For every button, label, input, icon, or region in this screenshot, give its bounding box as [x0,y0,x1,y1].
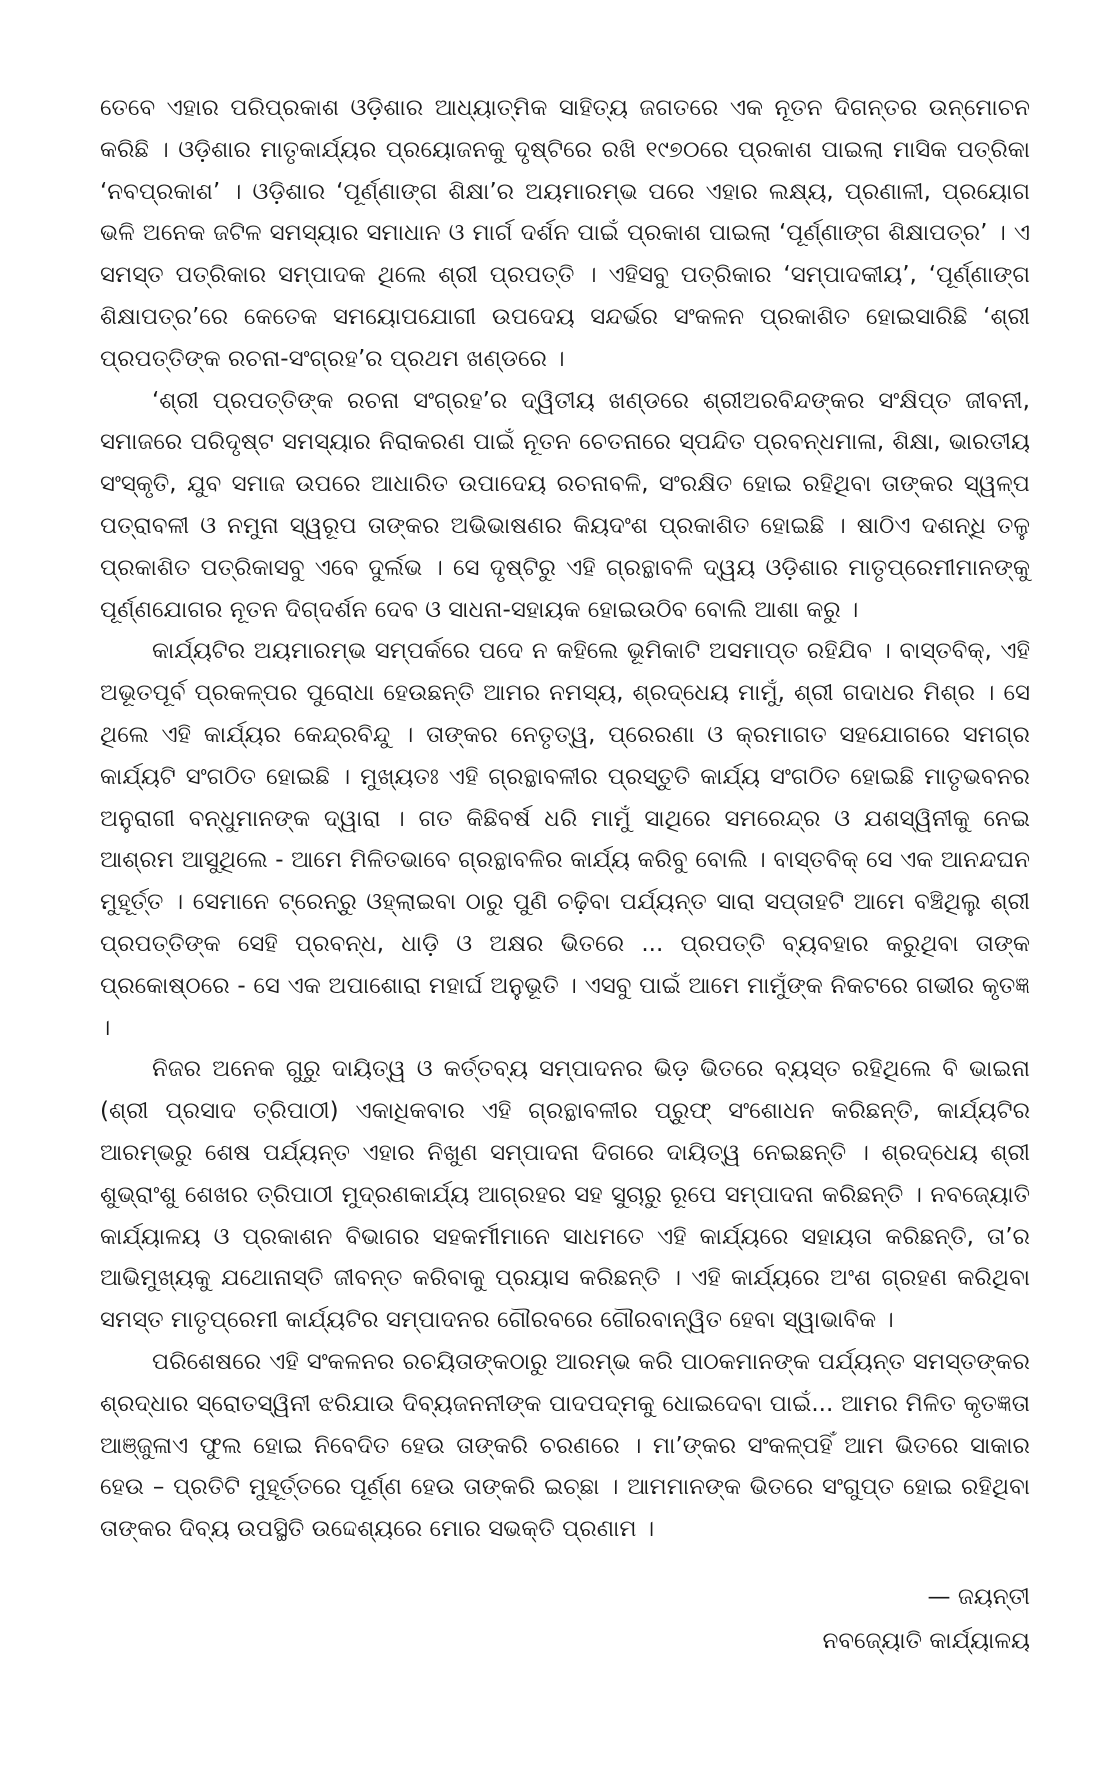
signature-block [100,1575,1030,1663]
paragraph-1: ତେବେ ଏହାର ପରିପ୍ରକାଶ ଓଡ଼ିଶାର ଆଧ୍ୟାତ୍ମିକ ସାହିତ୍ୟ ଜଗତରେ ଏକ ନୂତନ ଦିଗନ୍ତର ଉନ୍ମୋଚନ କରିଛି । ଓଡ଼ିଶାର ମାତୃକାର୍ଯ୍ୟର ପ୍ରୟୋଜନକୁ ଦୃଷ୍ଟିରେ ରଖି ୧୯୭୦ରେ ପ୍ରକାଶ ପାଇଲା ମାସିକ ପତ୍ରିକା ‘ନବପ୍ରକାଶ’ । ଓଡ଼ିଶାର ‘ପୂର୍ଣ୍ଣାଙ୍ଗ ଶିକ୍ଷା’ର ଅୟମାରମ୍ଭ ପରେ ଏହାର ଲକ୍ଷ୍ୟ, ପ୍ରଣାଳୀ, ପ୍ରୟୋଗ ଭଳି ଅନେକ ଜଟିଳ ସମସ୍ୟାର ସମାଧାନ ଓ ମାର୍ଗ ଦର୍ଶନ ପାଇଁ ପ୍ରକାଶ ପାଇଲା ‘ପୂର୍ଣ୍ଣାଙ୍ଗ ଶିକ୍ଷାପତ୍ର’ । ଏ ସମସ୍ତ ପତ୍ରିକାର ସମ୍ପାଦକ ଥିଲେ ଶ୍ରୀ ପ୍ରପତ୍ତି । ଏହିସବୁ ପତ୍ରିକାର ‘ସମ୍ପାଦକୀୟ’, ‘ପୂର୍ଣ୍ଣାଙ୍ଗ ଶିକ୍ଷାପତ୍ର’ରେ କେତେକ ସମୟୋପଯୋଗୀ ଉପଦେୟ ସନ୍ଦର୍ଭର ସଂକଳନ ପ୍ରକାଶିତ ହୋଇସାରିଛି ‘ଶ୍ରୀ ପ୍ରପତ୍ତିଙ୍କ ରଚନା-ସଂଗ୍ରହ’ର ପ୍ରଥମ ଖଣ୍ଡରେ । [100,95,1030,372]
signature-author: — ଜୟନ୍ତୀ [927,1583,1030,1610]
signature-office: ନବଜ୍ୟୋତି କାର୍ଯ୍ୟାଳୟ [822,1627,1030,1654]
paragraph-5: ପରିଶେଷରେ ଏହି ସଂକଳନର ରଚୟିତାଙ୍କଠାରୁ ଆରମ୍ଭ କରି ପାଠକମାନଙ୍କ ପର୍ଯ୍ୟନ୍ତ ସମସ୍ତଙ୍କର ଶ୍ରଦ୍ଧାର ସ୍ରୋତସ୍ୱିନୀ ଝରିଯାଉ ଦିବ୍ୟଜନନୀଙ୍କ ପାଦପଦ୍ମକୁ ଧୋଇଦେବା ପାଇଁ... ଆମର ମିଳିତ କୃତଜ୍ଞତା ଆଞ୍ଜୁଳାଏ ଫୁଲ ହୋଇ ନିବେଦିତ ହେଉ ତାଙ୍କରି ଚରଣରେ । ମା’ଙ୍କର ସଂକଳ୍ପହିଁ ଆମ ଭିତରେ ସାକାର ହେଉ – ପ୍ରତିଟି ମୁହୂର୍ତ୍ତରେ ପୂର୍ଣ୍ଣ ହେଉ ତାଙ୍କରି ଇଚ୍ଛା । ଆମମାନଙ୍କ ଭିତରେ ସଂଗୁପ୍ତ ହୋଇ ରହିଥିବା ତାଙ୍କର ଦିବ୍ୟ ଉପସ୍ଥିତି ଉଦ୍ଦେଶ୍ୟରେ ମୋର ସଭକ୍ତି ପ୍ରଣାମ । [100,1348,1030,1543]
paragraph-4: ନିଜର ଅନେକ ଗୁରୁ ଦାୟିତ୍ୱ ଓ କର୍ତ୍ତବ୍ୟ ସମ୍ପାଦନର ଭିଡ଼ ଭିତରେ ବ୍ୟସ୍ତ ରହିଥିଲେ ବି ଭାଇନା (ଶ୍ରୀ ପ୍ରସାଦ ତ୍ରିପାଠୀ) ଏକାଧିକବାର ଏହି ଗ୍ରନ୍ଥାବଳୀର ପ୍ରୁଫ୍ ସଂଶୋଧନ କରିଛନ୍ତି, କାର୍ଯ୍ୟଟିର ଆରମ୍ଭରୁ ଶେଷ ପର୍ଯ୍ୟନ୍ତ ଏହାର ନିଖୁଣ ସମ୍ପାଦନା ଦିଗରେ ଦାୟିତ୍ୱ ନେଇଛନ୍ତି । ଶ୍ରଦ୍ଧେୟ ଶ୍ରୀ ଶୁଭ୍ରାଂଶୁ ଶେଖର ତ୍ରିପାଠୀ ମୁଦ୍ରଣକାର୍ଯ୍ୟ ଆଗ୍ରହର ସହ ସୁଚାରୁ ରୂପେ ସମ୍ପାଦନା କରିଛନ୍ତି । ନବଜ୍ୟୋତି କାର୍ଯ୍ୟାଳୟ ଓ ପ୍ରକାଶନ ବିଭାଗର ସହକର୍ମୀମାନେ ସାଧମତେ ଏହି କାର୍ଯ୍ୟରେ ସହାୟତା କରିଛନ୍ତି, ତା’ର ଆଭିମୁଖ୍ୟକୁ ଯଥୋନାସ୍ତି ଜୀବନ୍ତ କରିବାକୁ ପ୍ରୟାସ କରିଛନ୍ତି । ଏହି କାର୍ଯ୍ୟରେ ଅଂଶ ଗ୍ରହଣ କରିଥିବା ସମସ୍ତ ମାତୃପ୍ରେମୀ କାର୍ଯ୍ୟଟିର ସମ୍ପାଦନର ଗୌରବରେ ଗୌରବାନ୍ୱିତ ହେବା ସ୍ୱାଭାବିକ । [100,1056,1030,1334]
document-page [100,88,1030,1663]
paragraph-3: କାର୍ଯ୍ୟଟିର ଅୟମାରମ୍ଭ ସମ୍ପର୍କରେ ପଦେ ନ କହିଲେ ଭୂମିକାଟି ଅସମାପ୍ତ ରହିଯିବ । ବାସ୍ତବିକ୍, ଏହି ଅଭୂତପୂର୍ବ ପ୍ରକଳ୍ପର ପୁରୋଧା ହେଉଛନ୍ତି ଆମର ନମସ୍ୟ, ଶ୍ରଦ୍ଧେୟ ମାମୁଁ, ଶ୍ରୀ ଗଦାଧର ମିଶ୍ର । ସେ ଥିଲେ ଏହି କାର୍ଯ୍ୟର କେନ୍ଦ୍ରବିନ୍ଦୁ । ତାଙ୍କର ନେତୃତ୍ୱ, ପ୍ରେରଣା ଓ କ୍ରମାଗତ ସହଯୋଗରେ ସମଗ୍ର କାର୍ଯ୍ୟଟି ସଂଗଠିତ ହୋଇଛି । ମୁଖ୍ୟତଃ ଏହି ଗ୍ରନ୍ଥାବଳୀର ପ୍ରସ୍ତୁତି କାର୍ଯ୍ୟ ସଂଗଠିତ ହୋଇଛି ମାତୃଭବନର ଅନୁରାଗୀ ବନ୍ଧୁମାନଙ୍କ ଦ୍ୱାରା । ଗତ କିଛିବର୍ଷ ଧରି ମାମୁଁ ସାଥିରେ ସମରେନ୍ଦ୍ର ଓ ଯଶସ୍ୱିନୀକୁ ନେଇ ଆଶ୍ରମ ଆସୁଥିଲେ - ଆମେ ମିଳିତଭାବେ ଗ୍ରନ୍ଥାବଳିର କାର୍ଯ୍ୟ କରିବୁ ବୋଲି । ବାସ୍ତବିକ୍ ସେ ଏକ ଆନନ୍ଦଘନ ମୁହୂର୍ତ୍ତ । ସେମାନେ ଟ୍ରେନ୍‌ରୁ ଓହ୍ଲାଇବା ଠାରୁ ପୁଣି ଚଢ଼ିବା ପର୍ଯ୍ୟନ୍ତ ସାରା ସପ୍ତାହଟି ଆମେ ବଞ୍ଚିଥିଲୁ ଶ୍ରୀ ପ୍ରପତ୍ତିଙ୍କ ସେହି ପ୍ରବନ୍ଧ, ଧାଡ଼ି ଓ ଅକ୍ଷର ଭିତରେ ... ପ୍ରପତ୍ତି ବ୍ୟବହାର କରୁଥିବା ତାଙ୍କ ପ୍ରକୋଷ୍ଠରେ - ସେ ଏକ ଅପାଶୋରା ମହାର୍ଘ ଅନୁଭୂତି । ଏସବୁ ପାଇଁ ଆମେ ମାମୁଁଙ୍କ ନିକଟରେ ଗଭୀର କୃତଜ୍ଞ । [100,638,1030,1041]
paragraph-2: ‘ଶ୍ରୀ ପ୍ରପତ୍ତିଙ୍କ ରଚନା ସଂଗ୍ରହ’ର ଦ୍ୱିତୀୟ ଖଣ୍ଡରେ ଶ୍ରୀଅରବିନ୍ଦଙ୍କର ସଂକ୍ଷିପ୍ତ ଜୀବନୀ, ସମାଜରେ ପରିଦୃଷ୍ଟ ସମସ୍ୟାର ନିରାକରଣ ପାଇଁ ନୂତନ ଚେତନାରେ ସ୍ପନ୍ଦିତ ପ୍ରବନ୍ଧମାଳା, ଶିକ୍ଷା, ଭାରତୀୟ ସଂସ୍କୃତି, ଯୁବ ସମାଜ ଉପରେ ଆଧାରିତ ଉପାଦେୟ ରଚନାବଳି, ସଂରକ୍ଷିତ ହୋଇ ରହିଥିବା ତାଙ୍କର ସ୍ୱଳ୍ପ ପତ୍ରାବଳୀ ଓ ନମୁନା ସ୍ୱରୂପ ତାଙ୍କର ଅଭିଭାଷଣର କିୟଦଂଶ ପ୍ରକାଶିତ ହୋଇଛି । ଷାଠିଏ ଦଶନ୍ଧି ତଳୁ ପ୍ରକାଶିତ ପତ୍ରିକାସବୁ ଏବେ ଦୁର୍ଲଭ । ସେ ଦୃଷ୍ଟିରୁ ଏହି ଗ୍ରନ୍ଥାବଳି ଦ୍ୱୟ ଓଡ଼ିଶାର ମାତୃପ୍ରେମୀମାନଙ୍କୁ ପୂର୍ଣ୍ଣଯୋଗର ନୂତନ ଦିଗ୍‌ଦର୍ଶନ ଦେବ ଓ ସାଧନା-ସହାୟକ ହୋଇଉଠିବ ବୋଲି ଆଶା କରୁ । [100,387,1030,623]
